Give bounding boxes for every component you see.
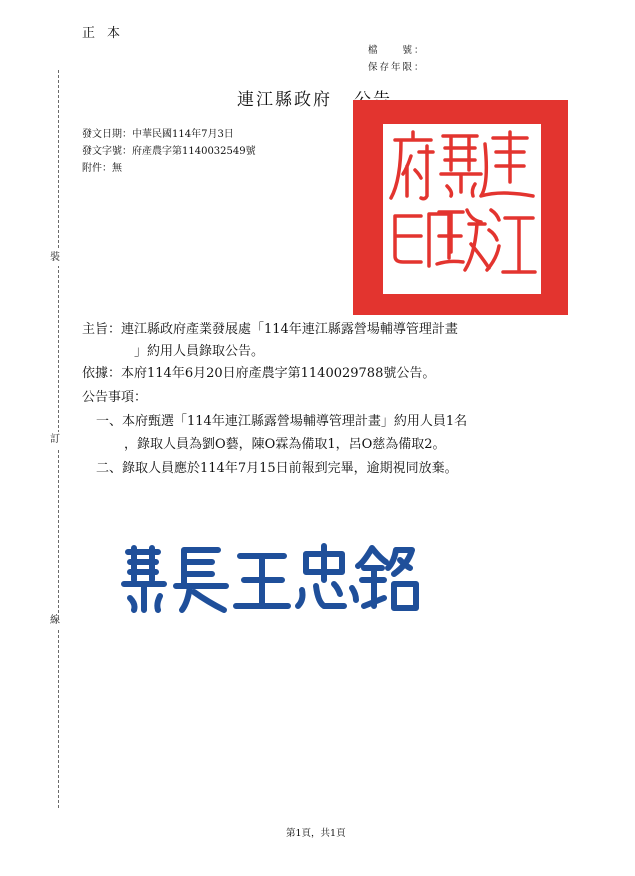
subject-line-2: 」約用人員錄取公告。	[134, 344, 265, 359]
notice-heading: 公告事項：	[82, 390, 148, 405]
retention-label: 保存年限：	[368, 62, 426, 73]
file-number-label: 檔 號：	[368, 45, 426, 56]
basis: 依據：本府114年6月20日府產農字第1140029788號公告。	[82, 366, 436, 381]
binding-char-xian: 線	[50, 613, 60, 629]
subject-line-1: 主旨：連江縣政府產業發展處「114年連江縣露營場輔導管理計畫	[82, 322, 458, 337]
title-issuer: 連江縣政府	[237, 90, 332, 110]
attachment: 附件：無	[82, 163, 122, 174]
notice-item-1-line-2: ，錄取人員為劉O藝，陳O霖為備取1，呂O慈為備取2。	[124, 437, 446, 452]
document-number: 發文字號：府產農字第1140032549號	[82, 146, 256, 157]
copy-mark: 正本	[82, 26, 133, 41]
binding-char-zhuang: 裝	[50, 250, 60, 266]
signature	[120, 540, 420, 624]
page-footer: 第1頁，共1頁	[286, 828, 346, 839]
official-seal	[353, 100, 568, 315]
notice-item-1-line-1: 一、本府甄選「114年連江縣露營場輔導管理計畫」約用人員1名	[96, 414, 468, 429]
notice-item-2: 二、錄取人員應於114年7月15日前報到完畢，逾期視同放棄。	[96, 461, 458, 476]
binding-char-ding: 訂	[50, 432, 60, 448]
issue-date: 發文日期：中華民國114年7月3日	[82, 129, 234, 140]
